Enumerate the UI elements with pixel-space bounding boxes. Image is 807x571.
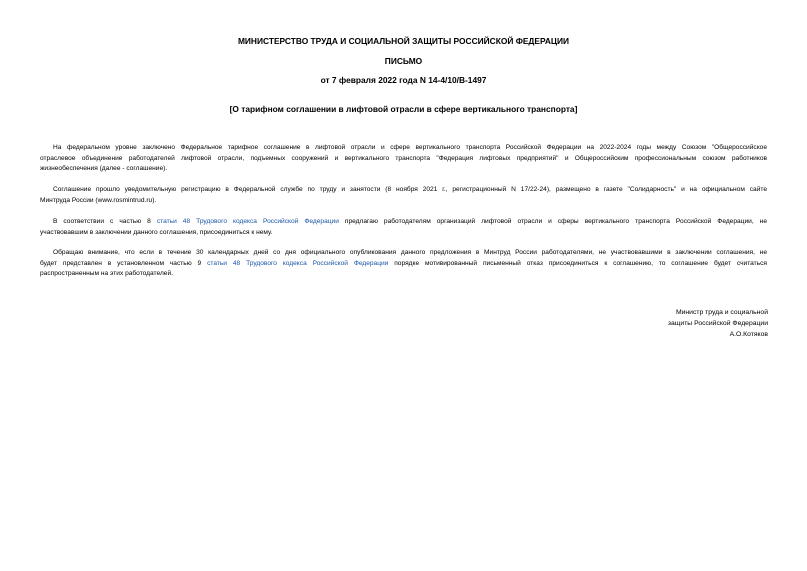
paragraph-3-text-before-link: В соответствии с частью 8 bbox=[53, 218, 157, 225]
paragraph-4-line-1: Обращаю внимание, что если в течение 30 календарных дней со дня официального опубликования данного предложения в Минтруд России работодателями, не участвовавшими в заключении соглашения, не bbox=[53, 249, 767, 256]
signatory-name: А.О.Котяков bbox=[729, 330, 768, 338]
signatory-title-line-1: Министр труда и социальной bbox=[675, 309, 768, 316]
paragraph-1 bbox=[40, 143, 767, 175]
paragraph-1-line-1: На федеральном уровне заключено Федеральное тарифное соглашение в лифтовой отрасли и сфере вертикального транспорта Российской Федерации на 2022-2024 годы между Союзом "Общероссийское bbox=[53, 144, 767, 151]
paragraph-3-line-2: участвовавшим в заключении данного соглашения, присоединиться к нему. bbox=[40, 228, 273, 236]
labor-code-article-48-link[interactable]: статьи 48 Трудового кодекса Российской Федерации bbox=[156, 218, 339, 225]
paragraph-2-line-1: Соглашение прошло уведомительную регистрацию в Федеральной службе по труду и занятости (8 ноября 2021 г., регистрационный N 17/22-24), размещено в газете "Солидарность" и на официальном сайте bbox=[53, 186, 767, 193]
signatory-title-line-2: защиты Российской Федерации bbox=[667, 319, 768, 327]
signature-block bbox=[668, 308, 768, 340]
document-type-heading: ПИСЬМО bbox=[384, 56, 423, 66]
paragraph-3 bbox=[40, 217, 767, 238]
paragraph-3-line-1 bbox=[40, 217, 767, 228]
paragraph-1-line-3: жизнеобеспечения (далее - соглашение). bbox=[40, 165, 168, 172]
paragraph-4-text-before-link: будет представлен в установленном частью 9 bbox=[40, 259, 208, 267]
paragraph-1-line-2: отраслевое объединение работодателей лифтовой отрасли, подъемных сооружений и вертикального транспорта "Федерация лифтовых предприятий" и Общероссийским профессиональным союзом работников bbox=[40, 154, 767, 162]
paragraph-4-line-2 bbox=[40, 259, 767, 270]
paragraph-3-text-after-link: предлагаю работодателям организаций лифтовой отрасли и сферы вертикального транспорта Российской Федерации, не bbox=[338, 218, 767, 225]
document-subject: [О тарифном соглашении в лифтовой отрасли в сфере вертикального транспорта] bbox=[229, 104, 578, 114]
ministry-heading: МИНИСТЕРСТВО ТРУДА И СОЦИАЛЬНОЙ ЗАЩИТЫ РОССИЙСКОЙ ФЕДЕРАЦИИ bbox=[237, 36, 570, 46]
labor-code-article-48-link-2[interactable]: статьи 48 Трудового кодекса Российской Федерации bbox=[207, 259, 389, 267]
paragraph-4 bbox=[40, 248, 767, 280]
paragraph-4-line-3: распространенным на этих работодателей. bbox=[40, 270, 173, 277]
paragraph-2-line-2: Минтруда России (www.rosmintrud.ru). bbox=[40, 196, 157, 204]
document-date-number: от 7 февраля 2022 года N 14-4/10/В-1497 bbox=[320, 75, 487, 85]
paragraph-2 bbox=[40, 185, 767, 206]
paragraph-4-text-after-link: порядке мотивированный письменный отказ присоединиться к соглашению, то соглашение будет считаться bbox=[388, 259, 767, 267]
